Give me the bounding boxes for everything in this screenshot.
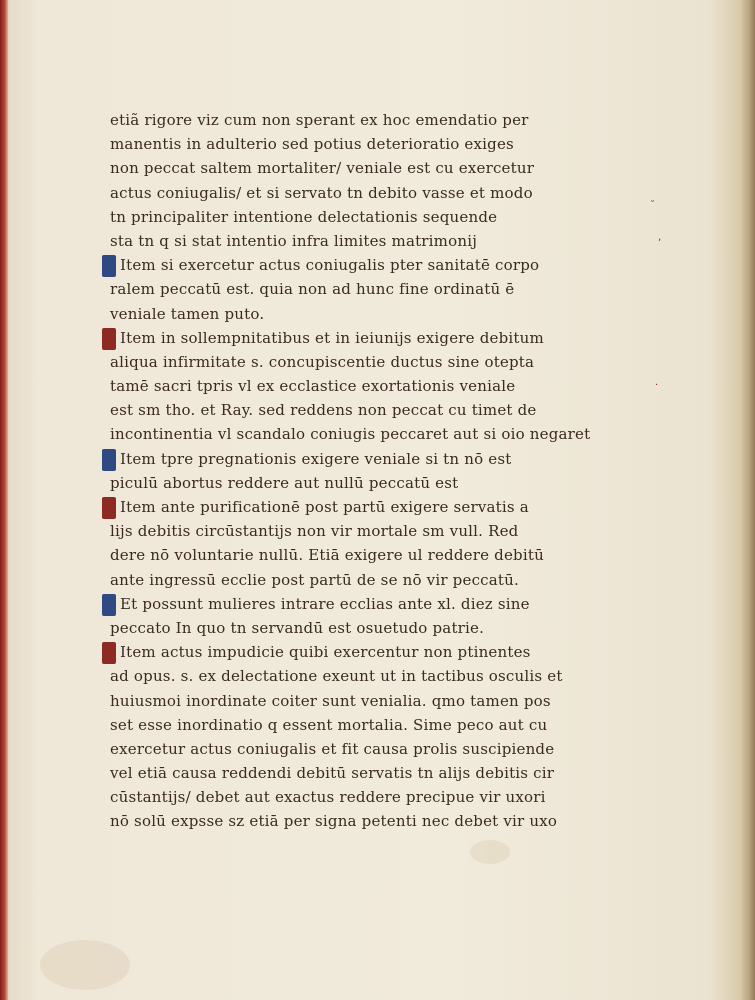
line-text: Et possunt mulieres intrare ecclias ante xl. diez sine [120, 594, 530, 613]
binding-edge [0, 0, 8, 1000]
line-text: aliqua infirmitate s. concupiscentie ductus sine otepta [110, 352, 535, 371]
manuscript-line [110, 374, 650, 398]
line-text: lijs debitis circūstantijs non vir mortale sm vull. Red [110, 522, 519, 541]
margin-mark: · [655, 380, 659, 391]
manuscript-line [110, 543, 650, 567]
line-text: incontinentia vl scandalo coniugis peccaret aut si oio negaret [110, 425, 591, 444]
manuscript-line [110, 737, 650, 761]
rubricated-initial [102, 594, 116, 616]
page-edge-shadow [741, 0, 755, 1000]
rubricated-initial [102, 497, 116, 519]
line-text: cūstantijs/ debet aut exactus reddere precipue vir uxori [110, 788, 546, 807]
manuscript-line [110, 156, 650, 180]
line-text: vel etiā causa reddendi debitū servatis tn alijs debitis cir [110, 764, 555, 783]
line-text: manentis in adulterio sed potius deterioratio exiges [110, 135, 514, 154]
manuscript-line [110, 592, 650, 616]
margin-mark: , [658, 232, 662, 243]
manuscript-line [110, 302, 650, 326]
manuscript-line [110, 205, 650, 229]
rubricated-initial [102, 449, 116, 471]
line-text: Item in sollempnitatibus et in ieiunijs exigere debitum [120, 328, 544, 347]
line-text: Item actus impudicie quibi exercentur non ptinentes [120, 643, 531, 662]
manuscript-line [110, 398, 650, 422]
line-text: sta tn q si stat intentio infra limites matrimonij [110, 231, 478, 250]
line-text: piculū abortus reddere aut nullū peccatū est [110, 473, 459, 492]
rubricated-initial [102, 642, 116, 664]
line-text: peccato In quo tn servandū est osuetudo patrie. [110, 618, 485, 637]
text-block [110, 108, 650, 834]
line-text: Item tpre pregnationis exigere veniale si tn nō est [120, 449, 512, 468]
line-text: Item si exercetur actus coniugalis pter sanitatē corpo [120, 256, 540, 275]
line-text: est sm tho. et Ray. sed reddens non peccat cu timet de [110, 401, 537, 420]
manuscript-line [110, 809, 650, 833]
manuscript-line [110, 664, 650, 688]
manuscript-line [110, 761, 650, 785]
manuscript-line [110, 689, 650, 713]
manuscript-line [110, 471, 650, 495]
manuscript-line [110, 422, 650, 446]
line-text: actus coniugalis/ et si servato tn debito vasse et modo [110, 183, 533, 202]
manuscript-line [110, 253, 650, 277]
parchment-stain [470, 840, 510, 864]
manuscript-line [110, 616, 650, 640]
manuscript-line [110, 447, 650, 471]
line-text: exercetur actus coniugalis et fit causa prolis suscipiende [110, 739, 555, 758]
line-text: etiã rigore viz cum non sperant ex hoc emendatio per [110, 111, 529, 129]
manuscript-line [110, 519, 650, 543]
line-text: tamē sacri tpris vl ex ecclastice exortationis veniale [110, 377, 516, 396]
manuscript-line [110, 713, 650, 737]
rubricated-initial [102, 255, 116, 277]
manuscript-line [110, 568, 650, 592]
manuscript-line [110, 350, 650, 374]
rubricated-initial [102, 328, 116, 350]
line-text: dere nō voluntarie nullū. Etiā exigere ul reddere debitū [110, 546, 544, 565]
manuscript-line [110, 229, 650, 253]
manuscript-line [110, 108, 650, 132]
parchment-stain [40, 940, 130, 990]
manuscript-line [110, 640, 650, 664]
manuscript-line [110, 495, 650, 519]
manuscript-line [110, 132, 650, 156]
margin-mark: ˘ [650, 200, 655, 211]
line-text: tn principaliter intentione delectationis sequende [110, 207, 498, 226]
line-text: veniale tamen puto. [110, 304, 265, 323]
manuscript-line [110, 277, 650, 301]
line-text: set esse inordinatio q essent mortalia. Sime peco aut cu [110, 715, 548, 734]
manuscript-line [110, 181, 650, 205]
line-text: ad opus. s. ex delectatione exeunt ut in tactibus osculis et [110, 667, 563, 686]
line-text: ralem peccatū est. quia non ad hunc fine ordinatū ē [110, 280, 515, 299]
line-text: ante ingressū ecclie post partū de se nō vir peccatū. [110, 570, 519, 589]
line-text: non peccat saltem mortaliter/ veniale est cu exercetur [110, 159, 535, 178]
line-text: huiusmoi inordinate coiter sunt venialia. qmo tamen pos [110, 691, 551, 710]
line-text: Item ante purificationē post partū exigere servatis a [120, 498, 529, 516]
line-text: nō solū expsse sz etiā per signa petenti nec debet vir uxo [110, 812, 558, 831]
manuscript-line [110, 785, 650, 809]
manuscript-line [110, 326, 650, 350]
